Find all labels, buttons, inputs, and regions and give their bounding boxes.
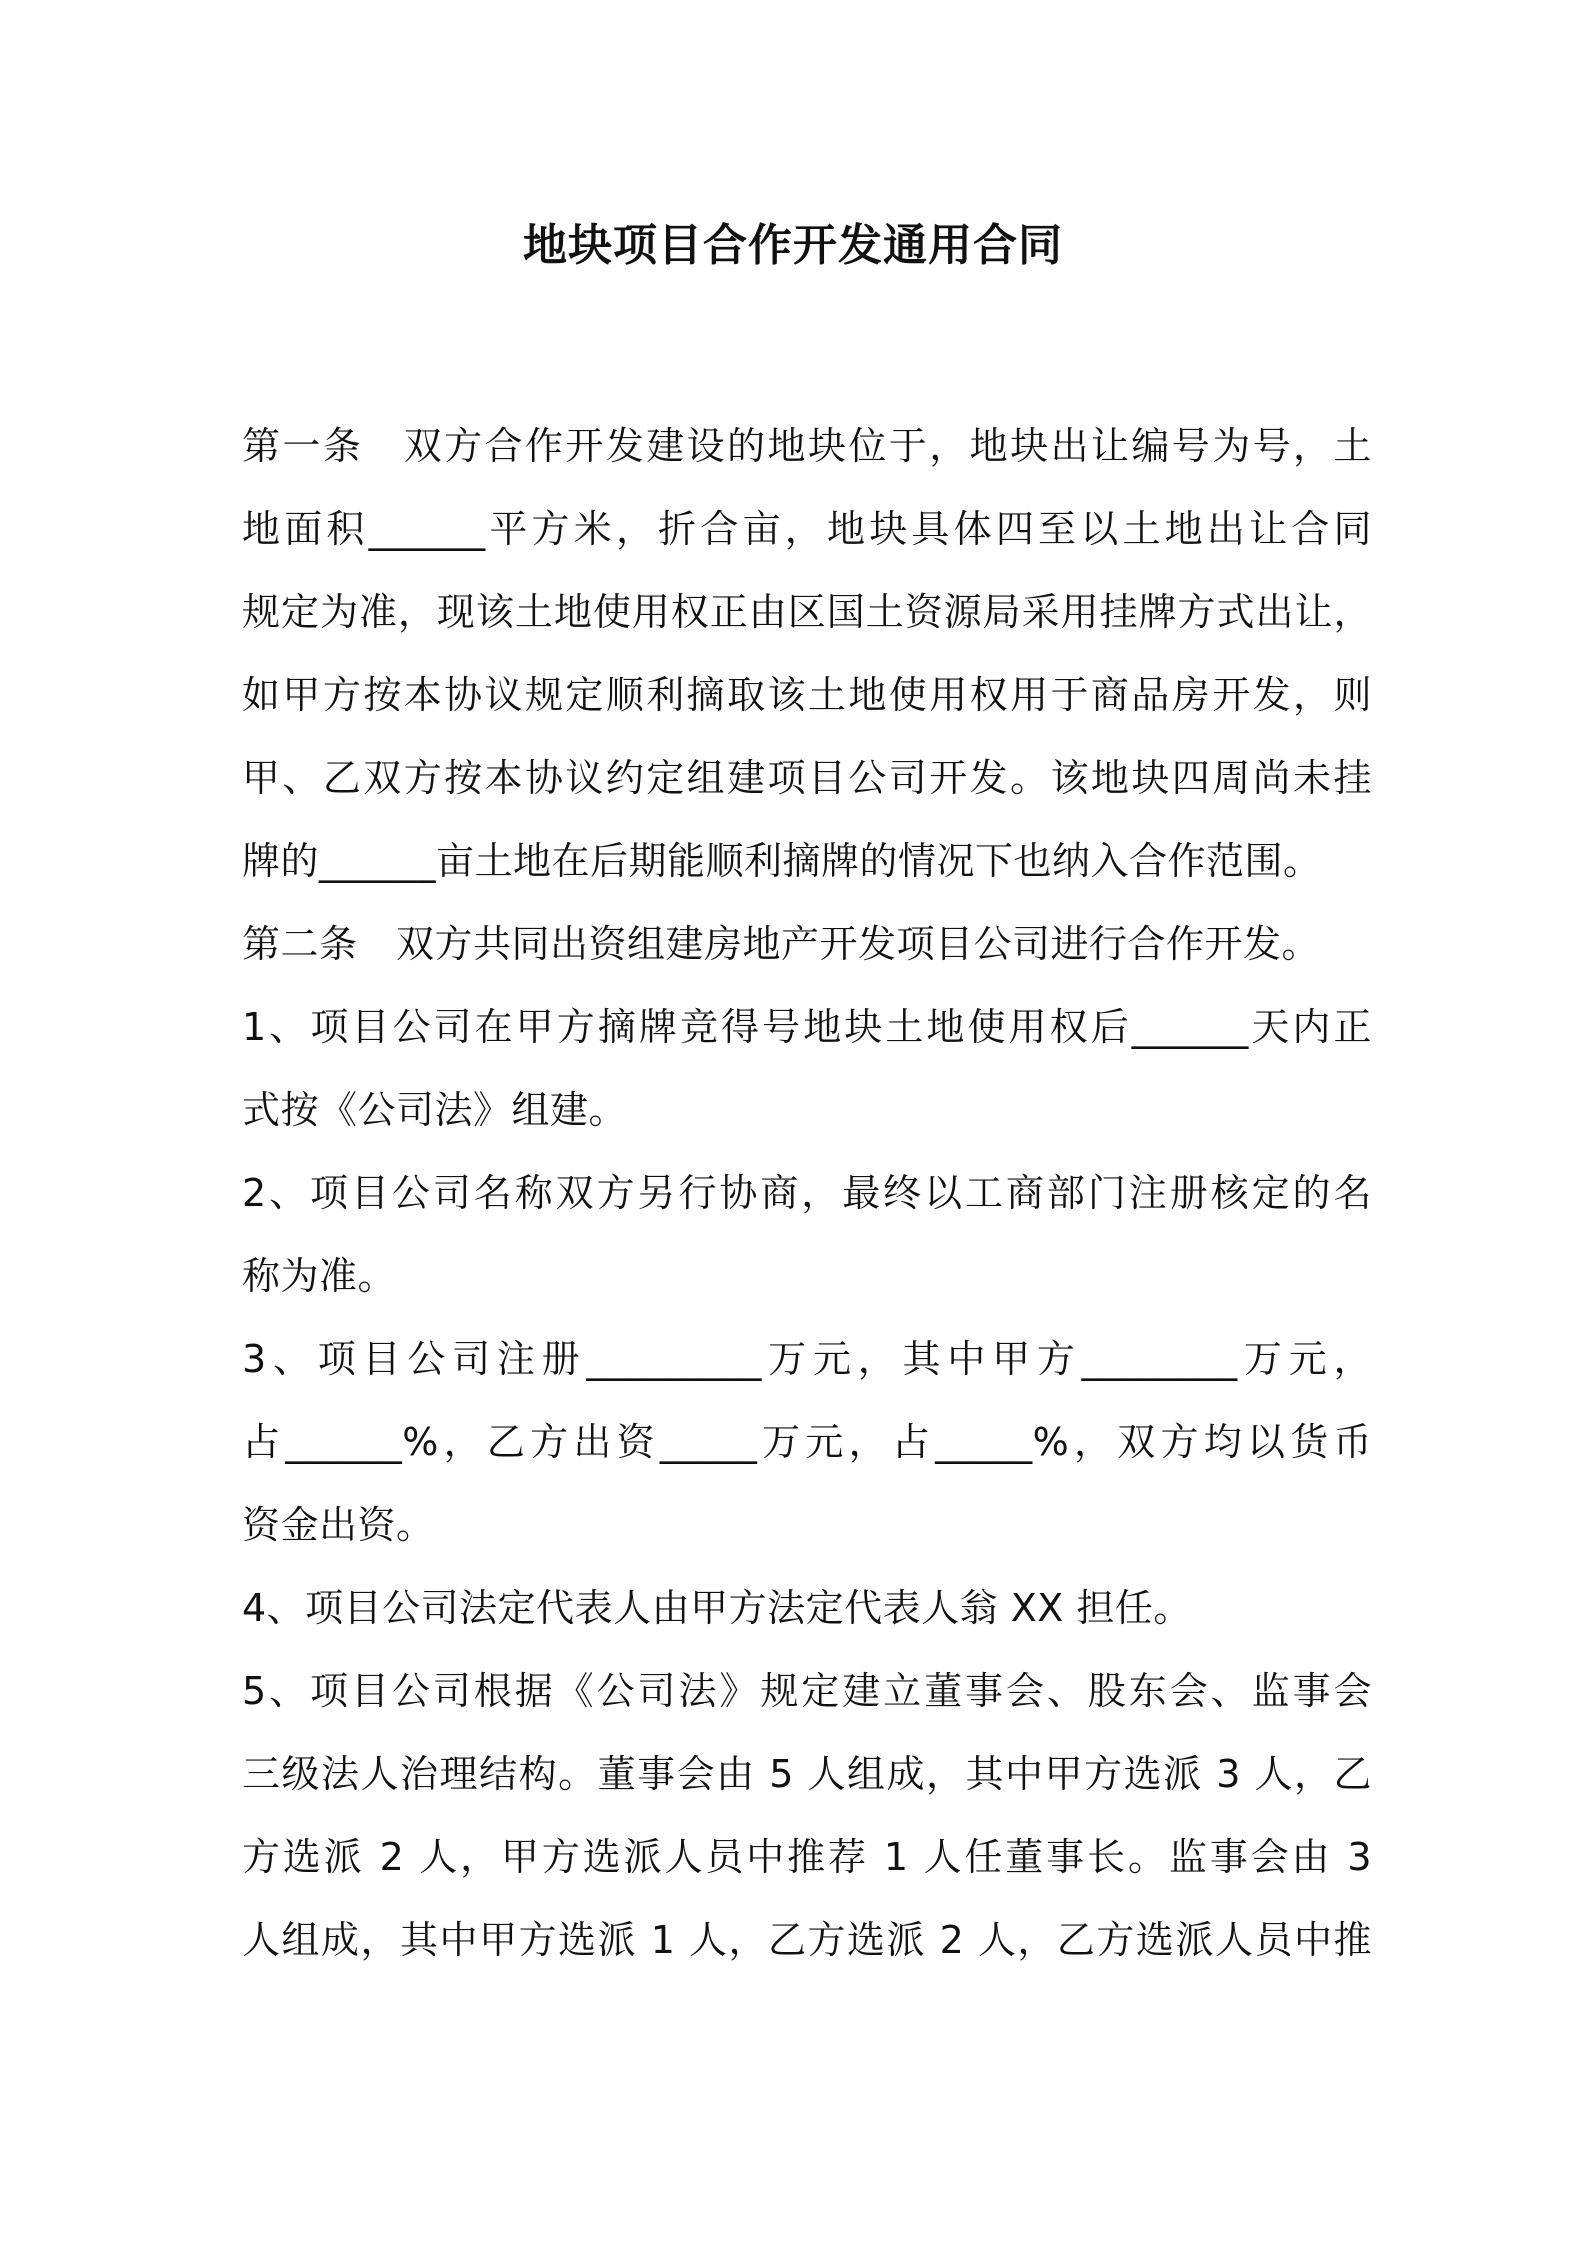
body-line: 2、项目公司名称双方另行协商，最终以工商部门注册核定的名 — [242, 1171, 1372, 1215]
body-line: 人组成，其中甲方选派 1 人，乙方选派 2 人，乙方选派人员中推 — [242, 1918, 1372, 1962]
document-title: 地块项目合作开发通用合同 — [523, 220, 1063, 271]
body-line: 4、项目公司法定代表人由甲方法定代表人翁 XX 担任。 — [242, 1586, 1192, 1630]
body-line: 3、项目公司注册_________万元，其中甲方________万元， — [242, 1337, 1372, 1381]
body-line: 方选派 2 人，甲方选派人员中推荐 1 人任董事长。监事会由 3 — [242, 1835, 1372, 1879]
body-line: 资金出资。 — [242, 1503, 435, 1547]
body-line: 规定为准，现该土地使用权正由区国土资源局采用挂牌方式出让， — [242, 590, 1372, 634]
document-body — [242, 405, 1372, 1982]
body-line: 如甲方按本协议规定顺利摘取该土地使用权用于商品房开发，则 — [242, 673, 1372, 717]
body-line: 第一条 双方合作开发建设的地块位于，地块出让编号为号，土 — [242, 424, 1372, 468]
body-line: 1、项目公司在甲方摘牌竞得号地块土地使用权后______天内正 — [242, 1005, 1372, 1049]
body-line: 5、项目公司根据《公司法》规定建立董事会、股东会、监事会 — [242, 1669, 1372, 1713]
body-line: 甲、乙双方按本协议约定组建项目公司开发。该地块四周尚未挂 — [242, 756, 1372, 800]
body-line: 牌的______亩土地在后期能顺利摘牌的情况下也纳入合作范围。 — [242, 839, 1322, 883]
body-line: 占______%，乙方出资_____万元，占_____%，双方均以货币 — [242, 1420, 1372, 1464]
body-line: 地面积______平方米，折合亩，地块具体四至以土地出让合同 — [242, 507, 1372, 551]
body-line: 称为准。 — [242, 1254, 397, 1298]
body-line: 第二条 双方共同出资组建房地产开发项目公司进行合作开发。 — [242, 922, 1321, 966]
body-line: 三级法人治理结构。董事会由 5 人组成，其中甲方选派 3 人，乙 — [242, 1752, 1372, 1796]
body-line: 式按《公司法》组建。 — [242, 1088, 628, 1132]
